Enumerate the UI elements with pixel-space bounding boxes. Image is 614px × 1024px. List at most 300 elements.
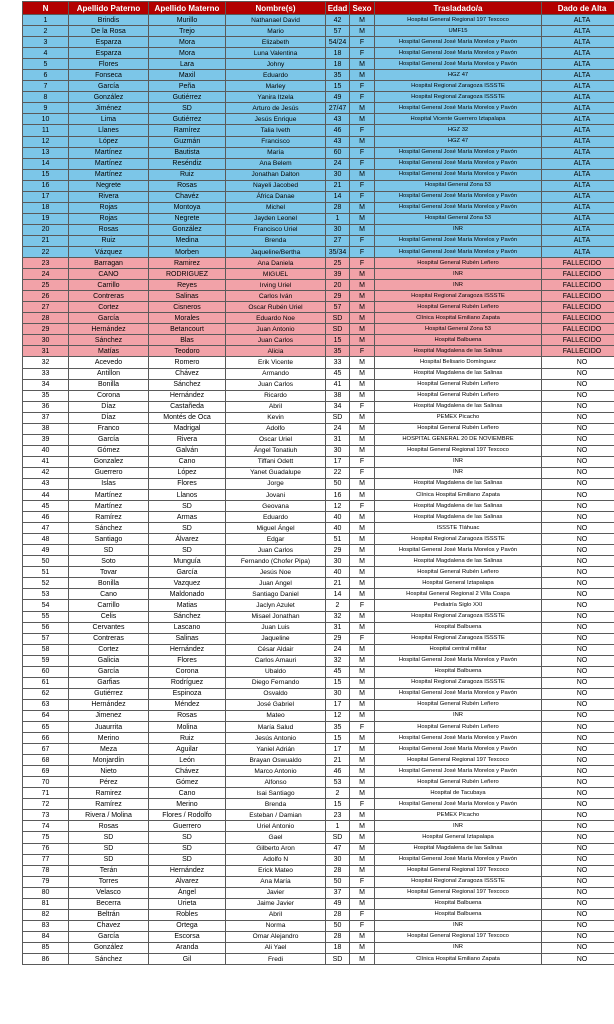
header-n[interactable]: N xyxy=(23,2,69,15)
cell-nombres[interactable]: Juan Carlos xyxy=(226,335,326,346)
cell-nombres[interactable]: Diego Fernando xyxy=(226,677,326,688)
cell-n[interactable]: 53 xyxy=(23,589,69,600)
cell-apellido-paterno[interactable]: López xyxy=(69,136,149,147)
cell-edad[interactable]: 57 xyxy=(326,302,350,313)
cell-n[interactable]: 36 xyxy=(23,401,69,412)
cell-apellido-materno[interactable]: Sánchez xyxy=(149,379,226,390)
cell-trasladado[interactable]: Clínica Hospital Emiliano Zapata xyxy=(375,953,542,964)
cell-dado-de-alta[interactable]: NO xyxy=(542,567,614,578)
cell-apellido-materno[interactable]: Rosas xyxy=(149,180,226,191)
cell-sexo[interactable]: M xyxy=(350,26,375,37)
cell-apellido-paterno[interactable]: González xyxy=(69,92,149,103)
cell-nombres[interactable]: Osvaldo xyxy=(226,688,326,699)
cell-edad[interactable]: 51 xyxy=(326,534,350,545)
cell-dado-de-alta[interactable]: NO xyxy=(542,633,614,644)
cell-sexo[interactable]: F xyxy=(350,191,375,202)
cell-dado-de-alta[interactable]: NO xyxy=(542,423,614,434)
cell-n[interactable]: 82 xyxy=(23,909,69,920)
cell-edad[interactable]: 28 xyxy=(326,202,350,213)
cell-nombres[interactable]: María Salud xyxy=(226,722,326,733)
cell-edad[interactable]: 34 xyxy=(326,401,350,412)
cell-nombres[interactable]: Uriel Antonio xyxy=(226,821,326,832)
header-trasladado[interactable]: Trasladado/a xyxy=(375,2,542,15)
cell-sexo[interactable]: M xyxy=(350,699,375,710)
cell-edad[interactable]: 39 xyxy=(326,269,350,280)
cell-nombres[interactable]: Mario xyxy=(226,26,326,37)
cell-dado-de-alta[interactable]: NO xyxy=(542,379,614,390)
cell-edad[interactable]: 60 xyxy=(326,147,350,158)
cell-apellido-paterno[interactable]: Fonseca xyxy=(69,70,149,81)
cell-edad[interactable]: 53 xyxy=(326,777,350,788)
cell-edad[interactable]: 32 xyxy=(326,611,350,622)
cell-apellido-materno[interactable]: Chavéz xyxy=(149,191,226,202)
cell-dado-de-alta[interactable]: NO xyxy=(542,766,614,777)
cell-nombres[interactable]: Marco Antonio xyxy=(226,766,326,777)
cell-apellido-materno[interactable]: Cisneros xyxy=(149,302,226,313)
cell-apellido-paterno[interactable]: Flores xyxy=(69,59,149,70)
cell-dado-de-alta[interactable]: FALLECIDO xyxy=(542,269,614,280)
cell-nombres[interactable]: Francisco xyxy=(226,136,326,147)
cell-n[interactable]: 7 xyxy=(23,81,69,92)
cell-edad[interactable]: 28 xyxy=(326,865,350,876)
cell-trasladado[interactable]: Hospital General José María Morelos y Pavón xyxy=(375,766,542,777)
cell-apellido-paterno[interactable]: Ramírez xyxy=(69,799,149,810)
cell-apellido-materno[interactable]: Hernández xyxy=(149,390,226,401)
cell-edad[interactable]: 17 xyxy=(326,699,350,710)
cell-n[interactable]: 75 xyxy=(23,832,69,843)
cell-trasladado[interactable]: Hospital General José María Morelos y Pavón xyxy=(375,158,542,169)
cell-sexo[interactable]: M xyxy=(350,379,375,390)
cell-n[interactable]: 84 xyxy=(23,931,69,942)
cell-dado-de-alta[interactable]: NO xyxy=(542,843,614,854)
cell-sexo[interactable]: M xyxy=(350,953,375,964)
cell-apellido-paterno[interactable]: SD xyxy=(69,545,149,556)
cell-sexo[interactable]: M xyxy=(350,942,375,953)
cell-trasladado[interactable]: Hospital Magdalena de las Salinas xyxy=(375,478,542,489)
cell-n[interactable]: 64 xyxy=(23,710,69,721)
cell-n[interactable]: 67 xyxy=(23,744,69,755)
cell-apellido-paterno[interactable]: Bonilla xyxy=(69,578,149,589)
cell-apellido-materno[interactable]: Montés de Oca xyxy=(149,412,226,423)
cell-edad[interactable]: 41 xyxy=(326,379,350,390)
cell-edad[interactable]: 16 xyxy=(326,490,350,501)
cell-edad[interactable]: 42 xyxy=(326,15,350,26)
cell-edad[interactable]: 49 xyxy=(326,898,350,909)
cell-dado-de-alta[interactable]: NO xyxy=(542,611,614,622)
cell-nombres[interactable]: Omar Alejandro xyxy=(226,931,326,942)
cell-apellido-paterno[interactable]: Beltrán xyxy=(69,909,149,920)
cell-trasladado[interactable]: INR xyxy=(375,456,542,467)
cell-sexo[interactable]: M xyxy=(350,777,375,788)
cell-nombres[interactable]: María xyxy=(226,147,326,158)
cell-sexo[interactable]: M xyxy=(350,578,375,589)
cell-apellido-paterno[interactable]: Rojas xyxy=(69,202,149,213)
cell-dado-de-alta[interactable]: NO xyxy=(542,512,614,523)
cell-sexo[interactable]: M xyxy=(350,313,375,324)
cell-sexo[interactable]: M xyxy=(350,523,375,534)
cell-dado-de-alta[interactable]: NO xyxy=(542,501,614,512)
cell-apellido-materno[interactable]: Vazquez xyxy=(149,578,226,589)
cell-dado-de-alta[interactable]: NO xyxy=(542,810,614,821)
cell-sexo[interactable]: F xyxy=(350,235,375,246)
cell-sexo[interactable]: M xyxy=(350,898,375,909)
cell-sexo[interactable]: M xyxy=(350,15,375,26)
cell-apellido-materno[interactable]: Cano xyxy=(149,456,226,467)
cell-apellido-paterno[interactable]: Nieto xyxy=(69,766,149,777)
cell-n[interactable]: 24 xyxy=(23,269,69,280)
cell-dado-de-alta[interactable]: NO xyxy=(542,722,614,733)
cell-apellido-paterno[interactable]: SD xyxy=(69,832,149,843)
cell-edad[interactable]: SD xyxy=(326,953,350,964)
cell-edad[interactable]: 18 xyxy=(326,59,350,70)
cell-nombres[interactable]: Johny xyxy=(226,59,326,70)
cell-dado-de-alta[interactable]: NO xyxy=(542,456,614,467)
cell-apellido-paterno[interactable]: Contreras xyxy=(69,633,149,644)
cell-edad[interactable]: 18 xyxy=(326,48,350,59)
cell-apellido-paterno[interactable]: Guerrero xyxy=(69,467,149,478)
cell-sexo[interactable]: M xyxy=(350,512,375,523)
cell-sexo[interactable]: F xyxy=(350,37,375,48)
cell-apellido-materno[interactable]: Flores xyxy=(149,655,226,666)
cell-edad[interactable]: 17 xyxy=(326,456,350,467)
cell-nombres[interactable]: Geovana xyxy=(226,501,326,512)
cell-sexo[interactable]: M xyxy=(350,335,375,346)
cell-apellido-paterno[interactable]: Matías xyxy=(69,346,149,357)
cell-dado-de-alta[interactable]: ALTA xyxy=(542,59,614,70)
cell-trasladado[interactable]: Hospital General Regional 197 Texcoco xyxy=(375,887,542,898)
cell-dado-de-alta[interactable]: ALTA xyxy=(542,15,614,26)
cell-dado-de-alta[interactable]: ALTA xyxy=(542,136,614,147)
cell-apellido-materno[interactable]: Salinas xyxy=(149,633,226,644)
cell-n[interactable]: 18 xyxy=(23,202,69,213)
cell-trasladado[interactable]: Hospital General Rubén Leñero xyxy=(375,258,542,269)
cell-n[interactable]: 85 xyxy=(23,942,69,953)
cell-apellido-materno[interactable]: Gutiérrez xyxy=(149,92,226,103)
cell-nombres[interactable]: Esteban / Damian xyxy=(226,810,326,821)
cell-trasladado[interactable]: INR xyxy=(375,280,542,291)
cell-dado-de-alta[interactable]: ALTA xyxy=(542,191,614,202)
cell-sexo[interactable]: M xyxy=(350,59,375,70)
cell-edad[interactable]: 1 xyxy=(326,821,350,832)
cell-n[interactable]: 13 xyxy=(23,147,69,158)
cell-sexo[interactable]: M xyxy=(350,368,375,379)
cell-edad[interactable]: 20 xyxy=(326,280,350,291)
cell-edad[interactable]: 27 xyxy=(326,235,350,246)
cell-edad[interactable]: 24 xyxy=(326,644,350,655)
cell-sexo[interactable]: M xyxy=(350,865,375,876)
cell-apellido-materno[interactable]: Trejo xyxy=(149,26,226,37)
cell-nombres[interactable]: Eduardo Noe xyxy=(226,313,326,324)
cell-dado-de-alta[interactable]: FALLECIDO xyxy=(542,302,614,313)
cell-edad[interactable]: 15 xyxy=(326,733,350,744)
cell-sexo[interactable]: F xyxy=(350,722,375,733)
cell-edad[interactable]: 47 xyxy=(326,843,350,854)
cell-apellido-paterno[interactable]: Chavez xyxy=(69,920,149,931)
cell-dado-de-alta[interactable]: FALLECIDO xyxy=(542,324,614,335)
cell-edad[interactable]: 46 xyxy=(326,125,350,136)
cell-trasladado[interactable]: Hospital General Regional 197 Texcoco xyxy=(375,755,542,766)
cell-trasladado[interactable]: Hospital General José María Morelos y Pavón xyxy=(375,688,542,699)
cell-n[interactable]: 26 xyxy=(23,291,69,302)
cell-nombres[interactable]: Elizabeth xyxy=(226,37,326,48)
cell-apellido-paterno[interactable]: Cortez xyxy=(69,302,149,313)
cell-nombres[interactable]: Armando xyxy=(226,368,326,379)
cell-n[interactable]: 48 xyxy=(23,534,69,545)
header-edad[interactable]: Edad xyxy=(326,2,350,15)
cell-apellido-materno[interactable]: Merino xyxy=(149,799,226,810)
cell-n[interactable]: 30 xyxy=(23,335,69,346)
cell-dado-de-alta[interactable]: FALLECIDO xyxy=(542,291,614,302)
cell-apellido-materno[interactable]: Flores / Rodolfo xyxy=(149,810,226,821)
cell-trasladado[interactable]: Hospital Regional Zaragoza ISSSTE xyxy=(375,92,542,103)
cell-nombres[interactable]: Brayan Oswualdo xyxy=(226,755,326,766)
cell-apellido-materno[interactable]: Sánchez xyxy=(149,611,226,622)
cell-apellido-materno[interactable]: Flores xyxy=(149,478,226,489)
cell-n[interactable]: 21 xyxy=(23,235,69,246)
cell-sexo[interactable]: M xyxy=(350,677,375,688)
cell-dado-de-alta[interactable]: NO xyxy=(542,710,614,721)
cell-nombres[interactable]: Abril xyxy=(226,909,326,920)
cell-n[interactable]: 27 xyxy=(23,302,69,313)
cell-edad[interactable]: SD xyxy=(326,324,350,335)
cell-nombres[interactable]: Tiffani Odett xyxy=(226,456,326,467)
cell-edad[interactable]: 2 xyxy=(326,788,350,799)
cell-dado-de-alta[interactable]: NO xyxy=(542,688,614,699)
header-apellido-paterno[interactable]: Apellido Paterno xyxy=(69,2,149,15)
cell-apellido-paterno[interactable]: Lima xyxy=(69,114,149,125)
cell-apellido-paterno[interactable]: Rosas xyxy=(69,224,149,235)
cell-apellido-paterno[interactable]: Cortez xyxy=(69,644,149,655)
cell-apellido-materno[interactable]: Gutiérrez xyxy=(149,114,226,125)
cell-edad[interactable]: 30 xyxy=(326,556,350,567)
cell-sexo[interactable]: M xyxy=(350,490,375,501)
cell-sexo[interactable]: M xyxy=(350,611,375,622)
cell-dado-de-alta[interactable]: FALLECIDO xyxy=(542,280,614,291)
cell-trasladado[interactable]: UMF15 xyxy=(375,26,542,37)
cell-apellido-materno[interactable]: Reyes xyxy=(149,280,226,291)
cell-edad[interactable]: 50 xyxy=(326,478,350,489)
cell-dado-de-alta[interactable]: NO xyxy=(542,744,614,755)
cell-n[interactable]: 76 xyxy=(23,843,69,854)
cell-apellido-paterno[interactable]: Antillon xyxy=(69,368,149,379)
cell-n[interactable]: 5 xyxy=(23,59,69,70)
cell-edad[interactable]: SD xyxy=(326,313,350,324)
cell-apellido-materno[interactable]: Maldonado xyxy=(149,589,226,600)
cell-sexo[interactable]: M xyxy=(350,169,375,180)
cell-trasladado[interactable]: Hospital General Zona 53 xyxy=(375,180,542,191)
cell-dado-de-alta[interactable]: NO xyxy=(542,755,614,766)
cell-dado-de-alta[interactable]: NO xyxy=(542,556,614,567)
cell-apellido-paterno[interactable]: Martínez xyxy=(69,169,149,180)
cell-apellido-materno[interactable]: Teodoro xyxy=(149,346,226,357)
cell-trasladado[interactable]: HGZ 32 xyxy=(375,125,542,136)
cell-n[interactable]: 34 xyxy=(23,379,69,390)
cell-dado-de-alta[interactable]: NO xyxy=(542,390,614,401)
cell-apellido-paterno[interactable]: Díaz xyxy=(69,401,149,412)
cell-apellido-paterno[interactable]: Jimenez xyxy=(69,710,149,721)
cell-edad[interactable]: 15 xyxy=(326,335,350,346)
cell-edad[interactable]: 29 xyxy=(326,633,350,644)
cell-dado-de-alta[interactable]: NO xyxy=(542,534,614,545)
cell-dado-de-alta[interactable]: NO xyxy=(542,545,614,556)
cell-nombres[interactable]: Fernando (Chofer Pipa) xyxy=(226,556,326,567)
cell-apellido-paterno[interactable]: Santiago xyxy=(69,534,149,545)
cell-edad[interactable]: 23 xyxy=(326,810,350,821)
cell-apellido-paterno[interactable]: Llanes xyxy=(69,125,149,136)
cell-edad[interactable]: 2 xyxy=(326,600,350,611)
cell-nombres[interactable]: Brenda xyxy=(226,799,326,810)
cell-trasladado[interactable]: Hospital Regional Zaragoza ISSSTE xyxy=(375,81,542,92)
cell-sexo[interactable]: M xyxy=(350,589,375,600)
cell-nombres[interactable]: Javier xyxy=(226,887,326,898)
cell-apellido-paterno[interactable]: Meza xyxy=(69,744,149,755)
cell-nombres[interactable]: Jovani xyxy=(226,490,326,501)
cell-sexo[interactable]: F xyxy=(350,876,375,887)
cell-dado-de-alta[interactable]: NO xyxy=(542,478,614,489)
cell-apellido-paterno[interactable]: Becerra xyxy=(69,898,149,909)
cell-trasladado[interactable]: Hospital Magdalena de las Salinas xyxy=(375,843,542,854)
cell-trasladado[interactable]: HOSPITAL GENERAL 20 DE NOVIEMBRE xyxy=(375,434,542,445)
cell-edad[interactable]: 46 xyxy=(326,766,350,777)
cell-apellido-paterno[interactable]: Rosas xyxy=(69,821,149,832)
cell-trasladado[interactable]: Hospital General Regional 2 Villa Coapa xyxy=(375,589,542,600)
cell-trasladado[interactable]: PEMEX Picacho xyxy=(375,412,542,423)
cell-sexo[interactable]: F xyxy=(350,258,375,269)
cell-apellido-paterno[interactable]: Rivera / Molina xyxy=(69,810,149,821)
cell-apellido-materno[interactable]: García xyxy=(149,567,226,578)
cell-n[interactable]: 23 xyxy=(23,258,69,269)
cell-nombres[interactable]: Adolfo N xyxy=(226,854,326,865)
cell-apellido-materno[interactable]: Morben xyxy=(149,246,226,257)
cell-apellido-materno[interactable]: SD xyxy=(149,103,226,114)
cell-dado-de-alta[interactable]: NO xyxy=(542,788,614,799)
cell-edad[interactable]: 14 xyxy=(326,589,350,600)
cell-nombres[interactable]: Francisco Uriel xyxy=(226,224,326,235)
cell-dado-de-alta[interactable]: NO xyxy=(542,887,614,898)
cell-apellido-paterno[interactable]: García xyxy=(69,666,149,677)
cell-apellido-paterno[interactable]: Rivera xyxy=(69,191,149,202)
cell-trasladado[interactable]: INR xyxy=(375,942,542,953)
cell-apellido-materno[interactable]: Ruiz xyxy=(149,169,226,180)
cell-apellido-paterno[interactable]: Rojas xyxy=(69,213,149,224)
cell-dado-de-alta[interactable]: NO xyxy=(542,655,614,666)
cell-nombres[interactable]: Juan Carlos xyxy=(226,545,326,556)
cell-nombres[interactable]: Marley xyxy=(226,81,326,92)
cell-apellido-materno[interactable]: Mora xyxy=(149,48,226,59)
cell-sexo[interactable]: F xyxy=(350,799,375,810)
cell-apellido-materno[interactable]: Ruiz xyxy=(149,733,226,744)
cell-n[interactable]: 74 xyxy=(23,821,69,832)
cell-apellido-paterno[interactable]: Corona xyxy=(69,390,149,401)
cell-apellido-paterno[interactable]: Esparza xyxy=(69,37,149,48)
cell-dado-de-alta[interactable]: NO xyxy=(542,777,614,788)
cell-trasladado[interactable]: Hospital General Regional 197 Texcoco xyxy=(375,931,542,942)
cell-sexo[interactable]: M xyxy=(350,666,375,677)
cell-n[interactable]: 71 xyxy=(23,788,69,799)
cell-dado-de-alta[interactable]: ALTA xyxy=(542,114,614,125)
cell-edad[interactable]: 35 xyxy=(326,346,350,357)
cell-dado-de-alta[interactable]: ALTA xyxy=(542,103,614,114)
cell-dado-de-alta[interactable]: NO xyxy=(542,953,614,964)
cell-n[interactable]: 19 xyxy=(23,213,69,224)
cell-nombres[interactable]: Yanet Guadalupe xyxy=(226,467,326,478)
cell-nombres[interactable]: Talia Iveth xyxy=(226,125,326,136)
cell-apellido-materno[interactable]: Aranda xyxy=(149,942,226,953)
cell-apellido-materno[interactable]: Bautista xyxy=(149,147,226,158)
cell-apellido-materno[interactable]: León xyxy=(149,755,226,766)
cell-trasladado[interactable]: Hospital Magdalena de las Salinas xyxy=(375,501,542,512)
cell-nombres[interactable]: Juan Luis xyxy=(226,622,326,633)
cell-edad[interactable]: 50 xyxy=(326,920,350,931)
cell-trasladado[interactable]: Hospital General Zona 53 xyxy=(375,324,542,335)
cell-trasladado[interactable]: Hospital General José María Morelos y Pavón xyxy=(375,191,542,202)
cell-n[interactable]: 60 xyxy=(23,666,69,677)
cell-nombres[interactable]: Eduardo xyxy=(226,70,326,81)
cell-trasladado[interactable]: Hospital General Iztapalapa xyxy=(375,578,542,589)
cell-sexo[interactable]: M xyxy=(350,445,375,456)
cell-trasladado[interactable]: INR xyxy=(375,224,542,235)
cell-sexo[interactable]: M xyxy=(350,832,375,843)
header-dado-de-alta[interactable]: Dado de Alta xyxy=(542,2,614,15)
cell-dado-de-alta[interactable]: FALLECIDO xyxy=(542,258,614,269)
cell-nombres[interactable]: Eduardo xyxy=(226,512,326,523)
cell-nombres[interactable]: Alicia xyxy=(226,346,326,357)
cell-trasladado[interactable]: INR xyxy=(375,467,542,478)
cell-trasladado[interactable]: Hospital General Rubén Leñero xyxy=(375,423,542,434)
cell-n[interactable]: 77 xyxy=(23,854,69,865)
cell-dado-de-alta[interactable]: NO xyxy=(542,490,614,501)
cell-dado-de-alta[interactable]: NO xyxy=(542,600,614,611)
cell-sexo[interactable]: F xyxy=(350,81,375,92)
cell-dado-de-alta[interactable]: NO xyxy=(542,898,614,909)
cell-sexo[interactable]: M xyxy=(350,390,375,401)
cell-nombres[interactable]: Alfonso xyxy=(226,777,326,788)
cell-edad[interactable]: 40 xyxy=(326,567,350,578)
cell-apellido-materno[interactable]: Espinoza xyxy=(149,688,226,699)
cell-sexo[interactable]: M xyxy=(350,324,375,335)
cell-edad[interactable]: 18 xyxy=(326,942,350,953)
cell-trasladado[interactable]: Hospital Balbuena xyxy=(375,335,542,346)
cell-apellido-materno[interactable]: Méndez xyxy=(149,699,226,710)
cell-nombres[interactable]: MIGUEL xyxy=(226,269,326,280)
cell-nombres[interactable]: Nathanael David xyxy=(226,15,326,26)
cell-nombres[interactable]: Erick Mateo xyxy=(226,865,326,876)
cell-apellido-paterno[interactable]: Galicia xyxy=(69,655,149,666)
cell-dado-de-alta[interactable]: NO xyxy=(542,445,614,456)
cell-edad[interactable]: 31 xyxy=(326,622,350,633)
cell-apellido-paterno[interactable]: Díaz xyxy=(69,412,149,423)
cell-nombres[interactable]: Jesús Enrique xyxy=(226,114,326,125)
cell-apellido-materno[interactable]: Madrigal xyxy=(149,423,226,434)
cell-n[interactable]: 63 xyxy=(23,699,69,710)
cell-apellido-materno[interactable]: López xyxy=(149,467,226,478)
cell-n[interactable]: 56 xyxy=(23,622,69,633)
header-nombres[interactable]: Nombre(s) xyxy=(226,2,326,15)
cell-n[interactable]: 62 xyxy=(23,688,69,699)
cell-nombres[interactable]: Juan Carlos xyxy=(226,379,326,390)
cell-n[interactable]: 49 xyxy=(23,545,69,556)
cell-n[interactable]: 57 xyxy=(23,633,69,644)
cell-nombres[interactable]: Gilberto Aron xyxy=(226,843,326,854)
cell-edad[interactable]: 43 xyxy=(326,136,350,147)
cell-apellido-materno[interactable]: RODRIGUEZ xyxy=(149,269,226,280)
cell-nombres[interactable]: Yaniel Adrián xyxy=(226,744,326,755)
cell-trasladado[interactable]: Hospital Regional Zaragoza ISSSTE xyxy=(375,876,542,887)
cell-dado-de-alta[interactable]: NO xyxy=(542,578,614,589)
cell-nombres[interactable]: Gael xyxy=(226,832,326,843)
cell-apellido-paterno[interactable]: Acevedo xyxy=(69,357,149,368)
cell-apellido-materno[interactable]: Gil xyxy=(149,953,226,964)
